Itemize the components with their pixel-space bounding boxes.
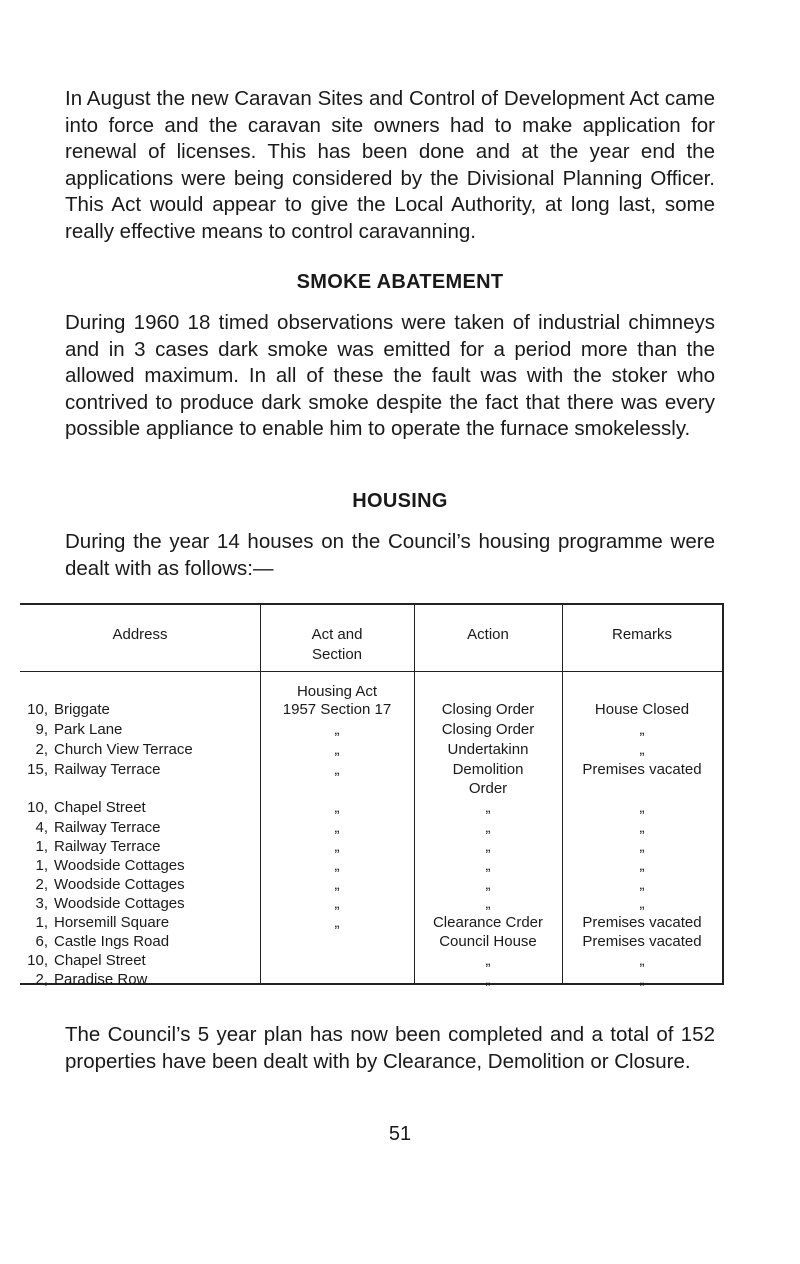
- table-cell-action: „: [485, 838, 491, 855]
- table-cell-address: [22, 933, 169, 951]
- page-number: 51: [388, 1123, 412, 1145]
- table-cell-act: 1957 Section 17: [282, 701, 392, 718]
- table-cell-act: „: [334, 857, 340, 874]
- table-cell-remarks: Premises vacated: [582, 933, 702, 950]
- address-street: Chapel Street: [54, 799, 146, 816]
- address-number: 2,: [35, 876, 48, 893]
- table-cell-act: „: [334, 721, 340, 738]
- table-cell-remarks: „: [639, 799, 645, 816]
- table-cell-address: [22, 721, 122, 739]
- table-cell-address: [22, 799, 146, 817]
- closing-paragraph: The Council’s 5 year plan has now been completed and a total of 152 properties have been dealt with by Clearance, Demolition or Closure.: [65, 1023, 715, 1073]
- address-street: Railway Terrace: [54, 761, 161, 778]
- table-cell-action: „: [485, 819, 491, 836]
- table-cell-act: „: [334, 895, 340, 912]
- table-cell-remarks: „: [639, 895, 645, 912]
- address-street: Woodside Cottages: [54, 876, 185, 893]
- address-street: Woodside Cottages: [54, 895, 185, 912]
- table-cell-address: [22, 741, 193, 759]
- table-cell-remarks: „: [639, 876, 645, 893]
- table-cell-action-line2: Order: [468, 780, 508, 797]
- address-number: 10,: [27, 701, 48, 718]
- address-number: 10,: [27, 952, 48, 969]
- address-street: Castle Ings Road: [54, 933, 170, 950]
- table-cell-action: „: [485, 971, 491, 988]
- address-street: Church View Terrace: [54, 741, 193, 758]
- address-street: Railway Terrace: [54, 819, 161, 836]
- table-cell-remarks: „: [639, 857, 645, 874]
- table-cell-address: [22, 895, 185, 913]
- table-cell-action: Council House: [439, 933, 537, 950]
- table-cell-address: [22, 761, 160, 779]
- table-cell-remarks: House Closed: [594, 701, 690, 718]
- intro-paragraph: In August the new Caravan Sites and Control of Development Act came into force and the caravan site owners had to make application for renewal of licenses. This has been done and at the year end the applications were being considered by the Divisional Planning Officer. This Act would appear to give the Local Authority, at long last, some really effective means to control caravanning.: [65, 87, 715, 243]
- table-cell-remarks: Premises vacated: [582, 914, 702, 931]
- table-cell-remarks: Premises vacated: [582, 761, 702, 778]
- table-cell-act: „: [334, 799, 340, 816]
- address-street: Chapel Street: [54, 952, 146, 969]
- table-cell-remarks: „: [639, 721, 645, 738]
- smoke-abatement-heading: SMOKE ABATEMENT: [296, 271, 504, 293]
- address-number: 2,: [35, 971, 48, 988]
- table-cell-act: „: [334, 914, 340, 931]
- table-cell-remarks: „: [639, 952, 645, 969]
- table-cell-action: Closing Order: [441, 701, 535, 718]
- table-cell-remarks: „: [639, 741, 645, 758]
- address-number: 1,: [35, 857, 48, 874]
- housing-paragraph: During the year 14 houses on the Council’s housing programme were dealt with as follows:—: [65, 530, 715, 580]
- housing-heading: HOUSING: [352, 490, 448, 512]
- table-cell-action: Clearance Crder: [432, 914, 544, 931]
- table-cell-address: [22, 914, 169, 932]
- address-street: Railway Terrace: [54, 838, 161, 855]
- header-act-line2: Section: [311, 646, 363, 663]
- table-cell-act: „: [334, 761, 340, 778]
- table-cell-action: „: [485, 895, 491, 912]
- address-number: 6,: [35, 933, 48, 950]
- address-street: Paradise Row: [54, 971, 148, 988]
- housing-table: [20, 603, 724, 988]
- header-act-section: [260, 625, 414, 665]
- table-cell-address: [22, 971, 147, 989]
- address-number: 4,: [35, 819, 48, 836]
- table-cell-address: [22, 838, 160, 856]
- table-cell-action: „: [485, 876, 491, 893]
- table-cell-action: „: [485, 952, 491, 969]
- table-cell-address: [22, 876, 185, 894]
- header-remarks: Remarks: [611, 626, 672, 643]
- address-street: Park Lane: [54, 721, 123, 738]
- table-cell-address: [22, 952, 146, 970]
- address-street: Woodside Cottages: [54, 857, 185, 874]
- address-number: 3,: [35, 895, 48, 912]
- table-cell-act: „: [334, 838, 340, 855]
- address-number: 1,: [35, 914, 48, 931]
- header-act-line1: Act and: [311, 626, 363, 643]
- act-housing-act-label: Housing Act: [296, 683, 378, 700]
- header-action: Action: [467, 626, 509, 643]
- address-number: 15,: [27, 761, 48, 778]
- smoke-abatement-paragraph: During 1960 18 timed observations were taken of industrial chimneys and in 3 cases dark smoke was emitted for a period more than the allowed maximum. In all of these the fault was with the stoker who contrived to produce dark smoke despite the fact that there was every possible appliance to enable him to operate the furnace smokelessly.: [65, 311, 715, 440]
- table-cell-action: Demolition: [452, 761, 524, 778]
- table-cell-action: Undertakinn: [447, 741, 529, 758]
- address-street: Briggate: [54, 701, 110, 718]
- header-address: Address: [112, 626, 168, 643]
- address-number: 1,: [35, 838, 48, 855]
- table-cell-act: „: [334, 819, 340, 836]
- table-cell-act: „: [334, 741, 340, 758]
- table-cell-remarks: „: [639, 819, 645, 836]
- header-divider: [20, 671, 722, 672]
- address-street: Horsemill Square: [54, 914, 170, 931]
- address-number: 10,: [27, 799, 48, 816]
- table-cell-action: „: [485, 799, 491, 816]
- table-cell-action: Closing Order: [441, 721, 535, 738]
- table-cell-address: [22, 819, 160, 837]
- table-cell-address: [22, 701, 110, 719]
- address-number: 2,: [35, 741, 48, 758]
- table-cell-action: „: [485, 857, 491, 874]
- table-cell-remarks: „: [639, 971, 645, 988]
- address-number: 9,: [35, 721, 48, 738]
- table-cell-act: „: [334, 876, 340, 893]
- table-cell-remarks: „: [639, 838, 645, 855]
- table-cell-address: [22, 857, 185, 875]
